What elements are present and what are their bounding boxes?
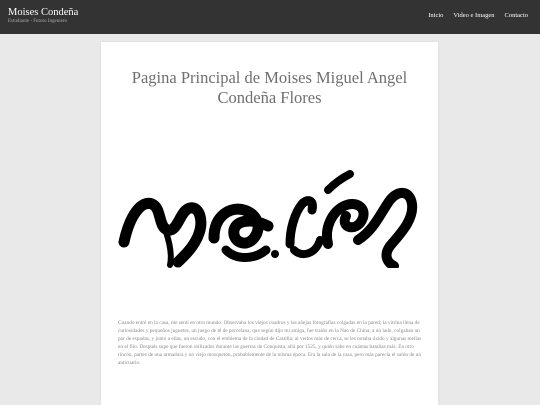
page-title-line-2: Condeña Flores — [217, 88, 322, 107]
page-title-line-1: Pagina Principal de Moises Miguel Angel — [131, 68, 408, 87]
main-nav — [428, 12, 528, 19]
content-card — [101, 42, 438, 405]
site-title-link[interactable]: Moises Condeña — [8, 7, 79, 18]
page-title — [101, 68, 438, 108]
moises-ambigram-logo — [118, 170, 418, 268]
site-header — [0, 0, 540, 34]
site-description: Estudiante - Futuro Ingeniero — [8, 19, 68, 24]
nav-item-contacto[interactable]: Contacto — [504, 12, 528, 19]
intro-paragraph: Cuando entré en la casa, me sentí en otro mundo. Observaba los viejos cuadros y las añejas fotografías colgadas en la pared; la vitrina llena de curiosidades y pequeños juguetes, un juego de té de porcelana, que según dijo mi amiga, fue traído en la Nao de China; a un lado, colgaban un par de espadas, y junto a ellas, un escudo, con el emblema de la ciudad de Castilla; al verlos más de cerca, se les notaba óxido y algunas mellas en el filo. Después supe que fueron utilizados durante las guerras de Conquista, allá por 1525, y quién sabe en cuántas batallas más. En otro rincón, partes de una armadura y un viejo mosquetón, probablemente de la misma época. Era la sala de la casa, pero más parecía el salón de un anticuario. — [118, 320, 422, 366]
nav-item-inicio[interactable]: Inicio — [428, 12, 444, 19]
nav-item-video-e-imagen[interactable]: Video e Imagen — [453, 12, 495, 19]
